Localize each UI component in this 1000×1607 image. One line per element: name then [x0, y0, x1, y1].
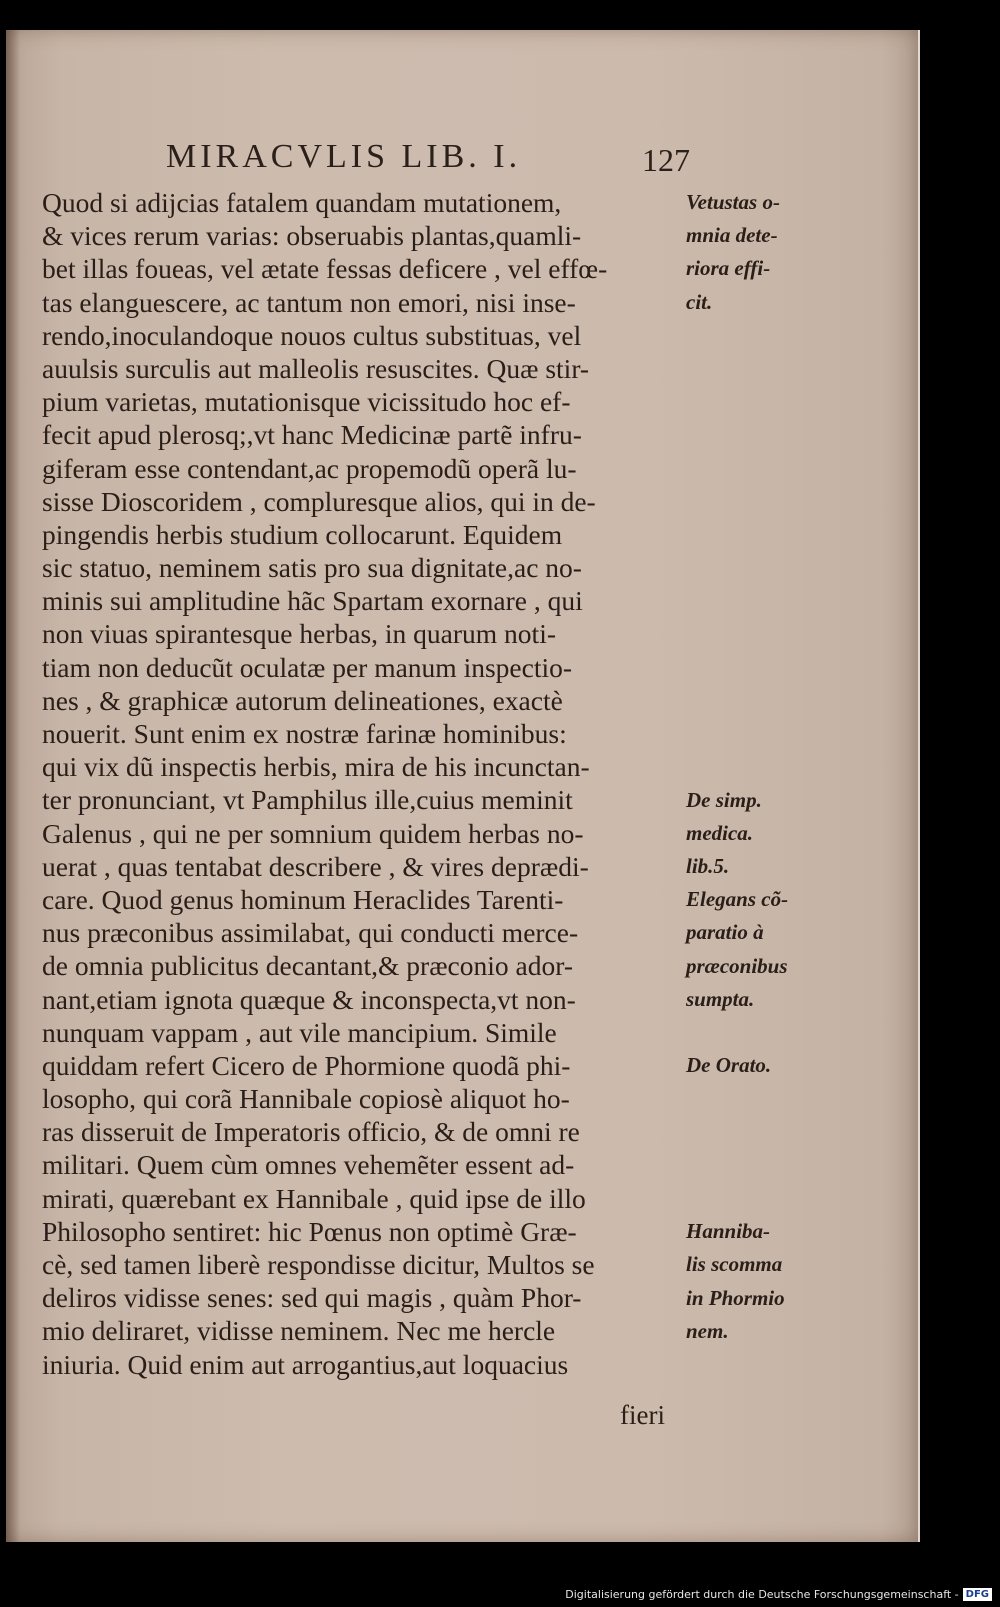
text-line: deliros vidisse senes: sed qui magis , quàm Phor-: [42, 1282, 582, 1314]
text-line: minis sui amplitudine hãc Spartam exornare , qui: [42, 585, 583, 617]
text-line: nant,etiam ignota quæque & inconspecta,vt non-: [42, 983, 576, 1015]
marginal-note-line: Vetustas o-: [686, 190, 780, 214]
marginal-note-line: lis scomma: [686, 1252, 783, 1277]
marginal-note-line: in Phormio: [686, 1285, 785, 1310]
marginal-note-line: medica.: [686, 820, 754, 845]
text-line: Philosopho sentiret: hic Pœnus non optimè Græ-: [42, 1215, 577, 1247]
text-line: pium varietas, mutationisque vicissitudo hoc ef-: [42, 386, 571, 418]
dfg-logo: DFG: [963, 1588, 992, 1601]
text-line: fecit apud plerosq;,vt hanc Medicinæ partẽ infru-: [42, 419, 582, 451]
text-line: nouerit. Sunt enim ex nostræ farinæ hominibus:: [42, 718, 567, 749]
marginal-note-line: paratio à: [686, 920, 764, 945]
text-line: tiam non deducũt oculatæ per manum inspectio-: [42, 651, 573, 683]
text-line: rendo,inoculandoque nouos cultus substituas, vel: [42, 319, 582, 351]
text-line: & vices rerum varias: obseruabis plantas,quamli-: [42, 220, 582, 252]
marginal-note-vetustas: [686, 186, 911, 319]
marginal-note-line: riora effi-: [686, 256, 771, 281]
text-line: non viuas spirantesque herbas, in quarum noti-: [42, 618, 556, 650]
text-line: Quod si adijcias fatalem quandam mutationem,: [42, 187, 562, 218]
text-line: mirati, quærebant ex Hannibale , quid ipse de illo: [42, 1182, 586, 1214]
text-line: militari. Quem cùm omnes vehemẽter essent ad-: [42, 1149, 575, 1181]
text-line: mio deliraret, vidisse neminem. Nec me hercle: [42, 1315, 556, 1347]
running-head: MIRACVLIS LIB. I.: [166, 138, 522, 175]
text-line: care. Quod genus hominum Heraclides Tarenti-: [42, 883, 564, 915]
marginal-note-line: De Orato.: [686, 1053, 772, 1078]
text-line: qui vix dũ inspectis herbis, mira de his incunctan-: [42, 751, 590, 783]
marginal-note-line: lib.5.: [686, 853, 730, 878]
digitization-credit: [565, 1588, 992, 1601]
text-line: uerat , quas tentabat describere , & vires deprædi-: [42, 850, 589, 882]
marginal-note-de-orato: [686, 1049, 911, 1082]
marginal-note-elegans: [686, 883, 911, 1016]
text-line: pingendis herbis studium collocarunt. Equidem: [42, 518, 563, 550]
marginal-note-hannibalis: [686, 1215, 911, 1348]
text-line: losopho, qui corã Hannibale copiosè aliquot ho-: [42, 1083, 570, 1115]
marginal-note-line: De simp.: [686, 787, 762, 812]
text-line: cè, sed tamen liberè respondisse dicitur, Multos se: [42, 1249, 595, 1280]
text-line: quiddam refert Cicero de Phormione quodã phi-: [42, 1049, 571, 1081]
marginal-note-line: cit.: [686, 289, 713, 314]
text-line: sic statuo, neminem satis pro sua dignitate,ac no-: [42, 552, 582, 584]
body-text: [42, 186, 682, 1381]
marginal-note-line: mnia dete-: [686, 223, 778, 248]
text-line: Galenus , qui ne per somnium quidem herbas no-: [42, 817, 584, 849]
text-line: giferam esse contendant,ac propemodũ operã lu-: [42, 452, 577, 484]
text-line: bet illas foueas, vel ætate fessas deficere , vel effœ-: [42, 253, 608, 285]
text-line: iniuria. Quid enim aut arrogantius,aut loquacius: [42, 1348, 569, 1380]
marginal-note-line: sumpta.: [686, 986, 755, 1011]
catchword: fieri: [620, 1400, 665, 1430]
text-line: tas elanguescere, ac tantum non emori, nisi inse-: [42, 286, 576, 318]
marginal-note-de-simp: [686, 784, 911, 884]
text-line: ras disseruit de Imperatoris officio, & de omni re: [42, 1116, 580, 1148]
text-line: nunquam vappam , aut vile mancipium. Simile: [42, 1016, 557, 1048]
marginal-note-line: Elegans cõ-: [686, 887, 789, 912]
book-page: [6, 30, 920, 1542]
text-line: nus præconibus assimilabat, qui conducti merce-: [42, 917, 579, 949]
text-line: sisse Dioscoridem , compluresque alios, qui in de-: [42, 485, 596, 517]
text-line: ter pronunciant, vt Pamphilus ille,cuius meminit: [42, 784, 573, 816]
marginal-note-line: præconibus: [686, 953, 788, 978]
text-line: nes , & graphicæ autorum delineationes, exactè: [42, 684, 563, 716]
marginal-note-line: Hanniba-: [686, 1219, 771, 1244]
text-line: auulsis surculis aut malleolis resuscites. Quæ stir-: [42, 352, 590, 384]
marginal-note-line: nem.: [686, 1318, 729, 1343]
page-number: 127: [642, 142, 690, 178]
text-line: de omnia publicitus decantant,& præconio ador-: [42, 950, 573, 982]
credit-text: Digitalisierung gefördert durch die Deutsche Forschungsgemeinschaft -: [565, 1588, 959, 1601]
